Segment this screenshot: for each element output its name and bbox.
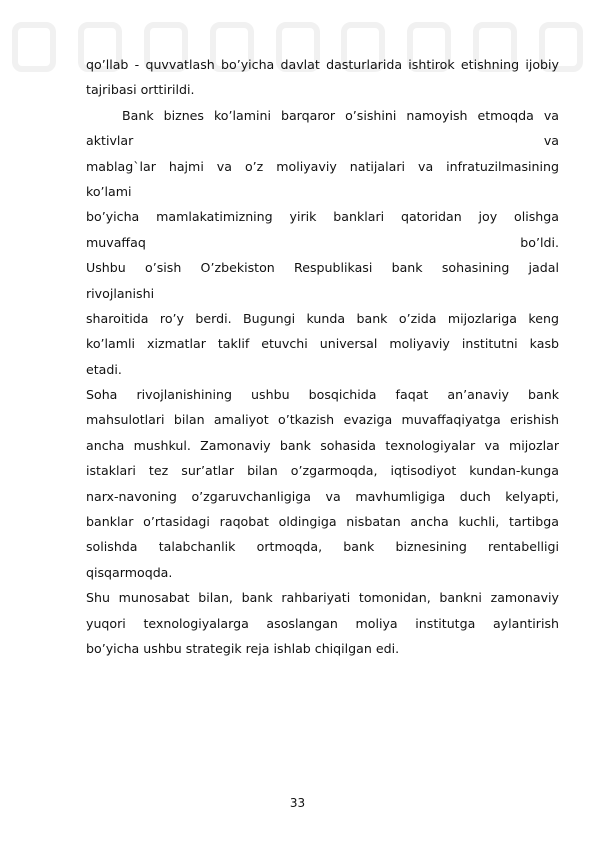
text-line: etadi. [86, 361, 122, 377]
page-number: 33 [289, 796, 306, 810]
text-line: rivojlanishi [86, 285, 155, 301]
watermark-shape [12, 22, 56, 72]
text-line: qo’llab - quvvatlash bo’yicha davlat dasturlarida ishtirok etishning ijobiy [86, 57, 559, 72]
text-line: aktivlar va [86, 133, 559, 149]
text-line: ko’lami [86, 183, 132, 199]
text-line: Ushbu o’sish O’zbekiston Respublikasi bank sohasining jadal [86, 260, 559, 276]
text-line: istaklari tez sur’atlar bilan o’zgarmoqda, iqtisodiyot kundan-kunga [86, 463, 559, 479]
text-line: bo’yicha ushbu strategik reja ishlab chiqilgan edi. [86, 640, 400, 656]
text-line: tajribasi orttirildi. [86, 82, 195, 98]
text-line: ancha mushkul. Zamonaviy bank sohasida texnologiyalar va mijozlar [86, 437, 559, 453]
text-line: mablag`lar hajmi va o’z moliyaviy natijalari va infratuzilmasining [86, 158, 559, 174]
text-line: muvaffaq bo’ldi. [86, 234, 559, 250]
text-line: Soha rivojlanishining ushbu bosqichida faqat an’anaviy bank [86, 387, 559, 403]
text-line: ko’lamli xizmatlar taklif etuvchi universal moliyaviy institutni kasb [86, 336, 559, 352]
text-line: yuqori texnologiyalarga asoslangan moliya institutga aylantirish [86, 615, 559, 631]
text-line: narx-navoning o’zgaruvchanligiga va mavhumligiga duch kelyapti, [86, 488, 559, 504]
document-body [86, 52, 559, 661]
text-line: qisqarmoqda. [86, 564, 173, 580]
text-line: Bank biznes ko’lamini barqaror o’sishini namoyish etmoqda va [122, 107, 559, 123]
text-line: solishda talabchanlik ortmoqda, bank biznesining rentabelligi [86, 539, 559, 555]
text-line: sharoitida ro’y berdi. Bugungi kunda bank o’zida mijozlariga keng [86, 310, 559, 326]
text-line: mahsulotlari bilan amaliyot o’tkazish evaziga muvaffaqiyatga erishish [86, 412, 559, 428]
text-line: Shu munosabat bilan, bank rahbariyati tomonidan, bankni zamonaviy [86, 590, 559, 606]
text-line: bo’yicha mamlakatimizning yirik banklari qatoridan joy olishga [86, 209, 559, 225]
text-line: banklar o’rtasidagi raqobat oldingiga nisbatan ancha kuchli, tartibga [86, 514, 559, 530]
